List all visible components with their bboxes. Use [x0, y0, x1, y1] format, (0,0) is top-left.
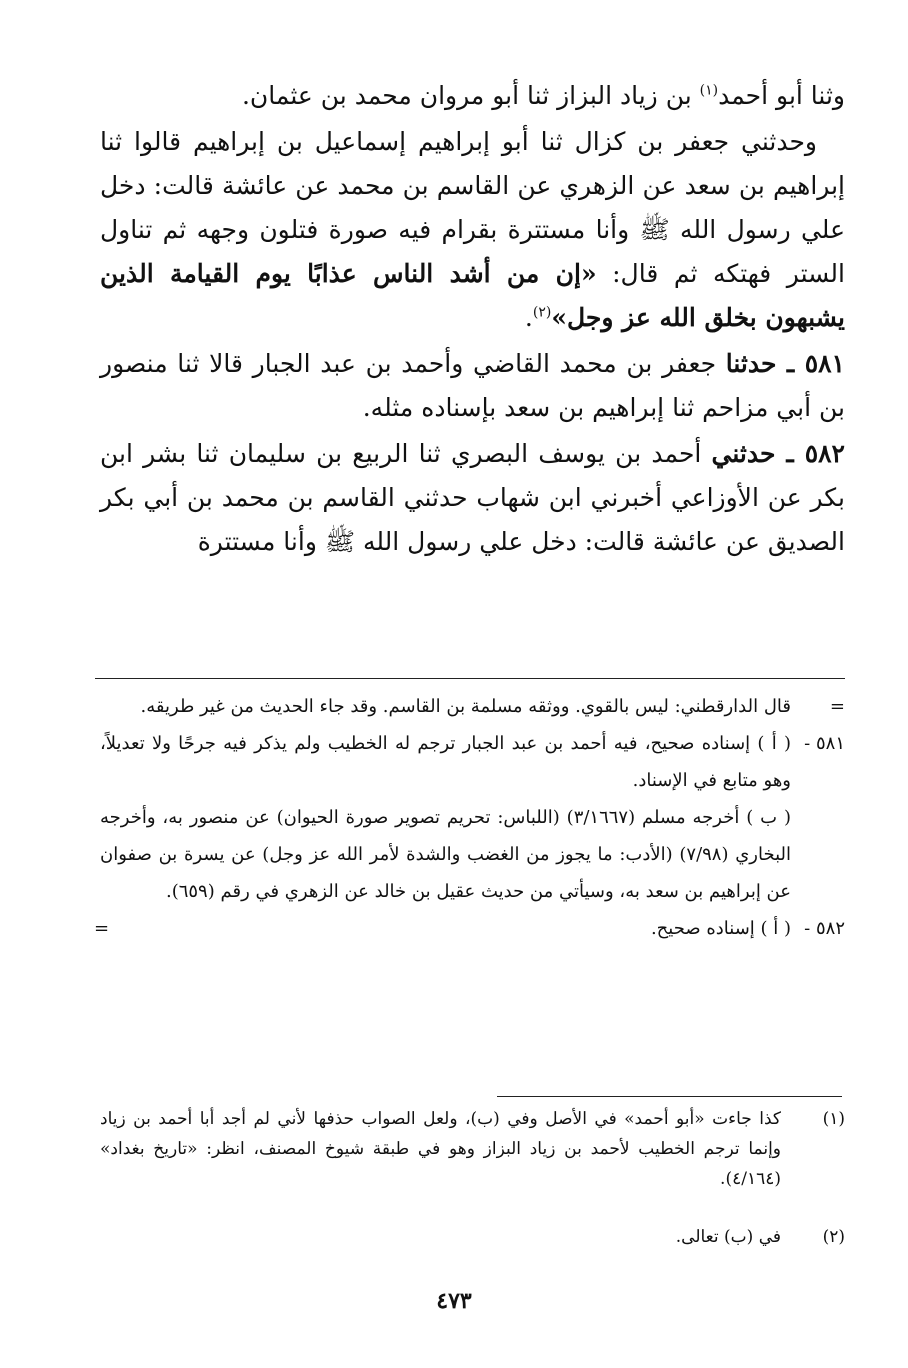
continuation-mark: =: [829, 696, 845, 717]
commentary-notes: [94, 688, 845, 947]
main-text: [100, 74, 845, 566]
hadith-end: .: [524, 303, 533, 332]
hadith-number-582: ٥٨٢ ـ حدثني: [711, 439, 845, 468]
note-581-b: [100, 799, 845, 910]
paragraph-chain: [100, 74, 845, 118]
footnotes-divider: [497, 1096, 842, 1097]
note-582-a: [94, 910, 845, 947]
hadith-chain: وحدثني جعفر بن كزال ثنا أبو إبراهيم إسماعيل بن إبراهيم قالوا ثنا إبراهيم بن سعد عن الزهري عن القاسم بن محمد عن عائشة قالت: دخل علي رسول الله ﷺ وأنا مستترة بقرام فيه صورة فتلون وجهه ثم تناول الستر فهتكه ثم قال:: [100, 127, 845, 288]
note-continued: [100, 688, 845, 725]
hadith-text: «إن من أشد الناس عذابًا يوم القيامة الذين يشبهون بخلق الله عز وجل»: [100, 259, 845, 332]
paragraph-582: [100, 432, 845, 564]
hadith-number-581: ٥٨١ ـ حدثنا: [725, 349, 845, 378]
note-582-a-text: ( أ ) إسناده صحيح.: [650, 918, 791, 939]
footnote-number-2: (٢): [822, 1227, 845, 1247]
footnote-1: [100, 1104, 845, 1194]
footnote-2-text: في (ب) تعالى.: [675, 1227, 781, 1247]
paragraph-581: [100, 342, 845, 430]
footnote-2: [100, 1222, 845, 1252]
footnote-1-text: كذا جاءت «أبو أحمد» في الأصل وفي (ب)، ولعل الصواب حذفها لأني لم أجد أبا أحمد بن زياد وإنما ترجم الخطيب لأحمد بن زياد البزاز وهو في طبقة شيوخ المصنف، انظر: «تاريخ بغداد» (٤/١٦٤).: [100, 1109, 781, 1189]
hadith-582-text: أحمد بن يوسف البصري ثنا الربيع بن سليمان ثنا بشر ابن بكر عن الأوزاعي أخبرني ابن شهاب حدثني القاسم بن محمد بن أبي بكر الصديق عن عائشة قالت: دخل علي رسول الله ﷺ وأنا مستترة: [100, 439, 845, 556]
continuation-mark-end: =: [94, 918, 110, 939]
chain-text: وثنا أبو أحمد: [718, 81, 845, 110]
page-number: ٤٧٣: [436, 1288, 472, 1314]
footnote-ref-2[interactable]: (٢): [532, 304, 552, 321]
note-581-b-text: ( ب ) أخرجه مسلم (٣/١٦٦٧) (اللباس: تحريم تصوير صورة الحيوان) عن منصور به، وأخرجه البخاري (٧/٩٨) (الأدب: ما يجوز من الغضب والشدة لأمر الله عز وجل) عن يسرة بن صفوان عن إبراهيم بن سعد به، وسيأتي من حديث عقيل بن خالد عن الزهري في رقم (٦٥٩).: [100, 807, 792, 902]
chain-text-cont: بن زياد البزاز ثنا أبو مروان محمد بن عثمان.: [241, 81, 700, 110]
note-continued-text: قال الدارقطني: ليس بالقوي. ووثقه مسلمة بن القاسم. وقد جاء الحديث من غير طريقه.: [140, 696, 791, 717]
note-number-581: ٥٨١ -: [804, 733, 845, 754]
paragraph-hadith: [100, 120, 845, 340]
note-581-a: [100, 725, 845, 799]
note-581-a-text: ( أ ) إسناده صحيح، فيه أحمد بن عبد الجبار ترجم له الخطيب ولم يذكر فيه جرحًا ولا تعديلاً، وهو متابع في الإسناد.: [100, 733, 791, 791]
footnote-number-1: (١): [822, 1109, 845, 1129]
hadith-581-text: جعفر بن محمد القاضي وأحمد بن عبد الجبار قالا ثنا منصور بن أبي مزاحم ثنا إبراهيم بن سعد بإسناده مثله.: [100, 349, 845, 422]
notes-divider: [95, 678, 845, 679]
footnote-ref-1[interactable]: (١): [699, 82, 719, 99]
note-number-582: ٥٨٢ -: [804, 918, 845, 939]
